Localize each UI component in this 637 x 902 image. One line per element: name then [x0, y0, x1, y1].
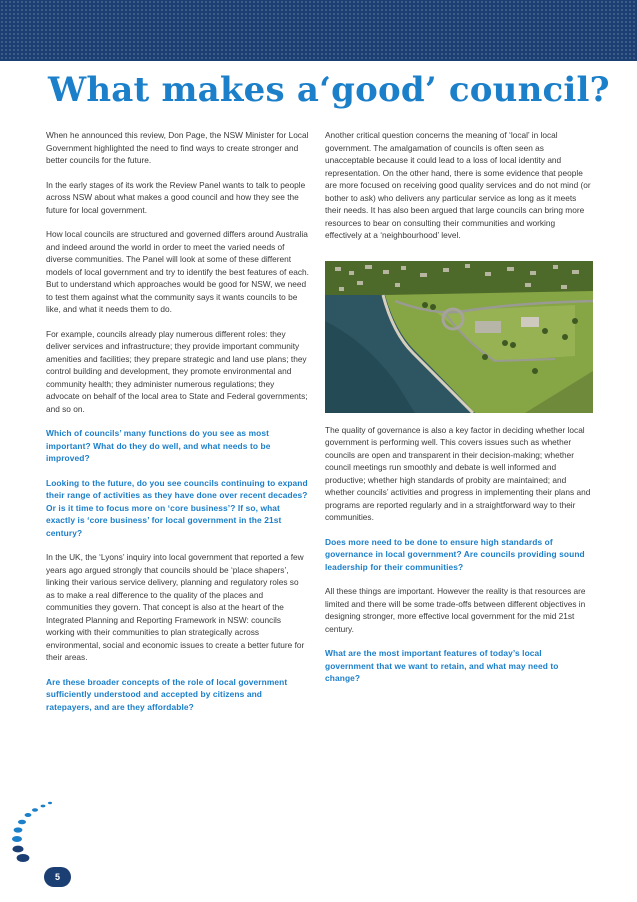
- intro-paragraph: When he announced this review, Don Page, the NSW Minister for Local Government highlighted the need to find ways to create stronger and better councils for the future.: [46, 130, 309, 165]
- right-column: [325, 129, 593, 697]
- council-roles-paragraph: For example, councils already play numerous different roles: they deliver services and infrastructure; they provide important community amenities and facilities; they prepare strategic and land use plans; they control building and development, they promote environmental and community health; they administer numerous regulations; they advocate on behalf of the local area to State and Federal governments; and so on.: [46, 328, 308, 414]
- aerial-photo-illustration: [325, 261, 593, 413]
- review-panel-paragraph: In the early stages of its work the Review Panel wants to talk to people across NSW about what makes a good council and how they see the future for local government.: [46, 179, 306, 215]
- page-number: 5: [44, 867, 71, 887]
- lyons-inquiry-paragraph: In the UK, the ‘Lyons’ inquiry into local government that reported a few years ago argued strongly that councils should be ‘place shapers’, linking their various service delivery, planning and regulatory roles so as to make a real difference to the quality of the places and communities they govern. That concept is also at the heart of the Integrated Planning and Reporting Framework in NSW: councils working with their communities to plan strategically across environmental, social and economic issues to create a better future for their areas.: [46, 552, 305, 662]
- governance-paragraph: The quality of governance is also a key factor in deciding whether local government is performing well. This covers issues such as whether councils are open and transparent in their decision-making; whether council meetings run smoothly and debate is well informed and productive; whether high standards of probity are maintained; and whether councils’ activities and progress in implementing their plans and programs are reported regularly and in a straightforward way to their communities.: [325, 424, 591, 522]
- header-band: [0, 0, 637, 61]
- question-core-business: Looking to the future, do you see councils continuing to expand their range of activities as they have done over recent decades? Or is it time to focus more on ‘core business’? If so, what exactly is ‘core business’ for local government in the 21st century?: [46, 477, 308, 538]
- question-broader-concepts: Are these broader concepts of the role of local government sufficiently understood and accepted by citizens and ratepayers, and are they affordable?: [46, 676, 288, 712]
- left-column: [46, 129, 309, 725]
- question-functions: Which of councils’ many functions do you see as most important? What do they do well, and what needs to be improved?: [46, 428, 271, 463]
- page-title: What makes a‘good’ council?: [48, 70, 610, 110]
- council-models-paragraph: How local councils are structured and governed differs around Australia and indeed around the world in order to meet the varied needs of diverse communities. The Panel will look at some of these different models of local government and try to identify the best features of each. But to understand which approaches would be good for NSW, we need to test them against what the community says it wants councils to be like, and what it needs them to do.: [46, 229, 309, 314]
- local-meaning-paragraph: Another critical question concerns the meaning of ‘local’ in local government. The amalgamation of councils is often seen as unacceptable because it could lead to a loss of local identity and representation. On the other hand, there is some evidence that people are more focused on receiving good quality services and do not mind (or bother to ask) who delivers any particular service as long as it meets their needs. It has also been argued that large councils can bring more resources to bear on consulting their communities and working effectively at a ‘neighbourhood’ level.: [325, 130, 591, 240]
- resources-paragraph: All these things are important. However the reality is that resources are limited and there will be some trade-offs between different objectives in designing stronger, more effective local government for the mid 21st century.: [325, 586, 586, 634]
- question-governance: Does more need to be done to ensure high standards of governance in local government? Are councils providing sound leadership for their communities?: [325, 536, 585, 572]
- question-features-to-retain: What are the most important features of today’s local government that we want to retain, and what may need to change?: [325, 648, 559, 683]
- aerial-photo: [325, 261, 593, 413]
